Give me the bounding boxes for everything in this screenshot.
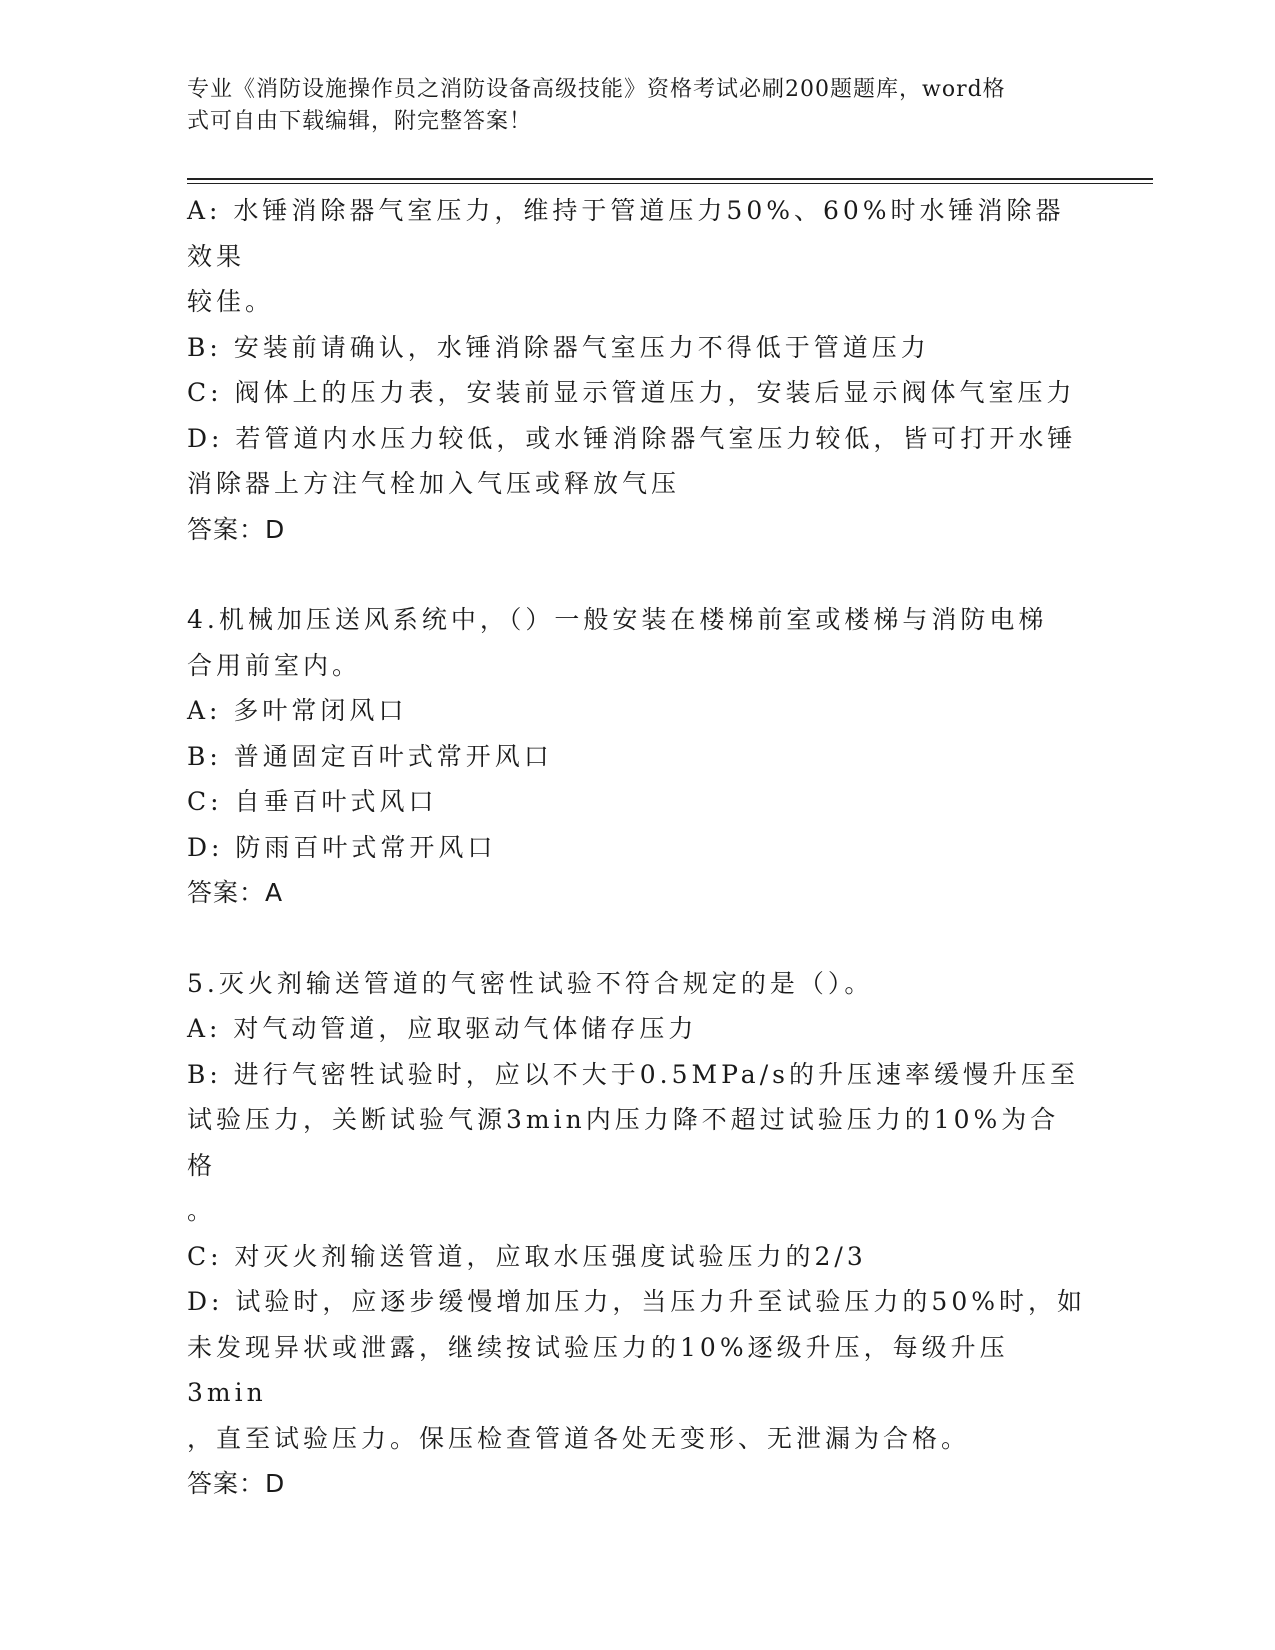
q5-option-b-line-3: 。 [187,1196,217,1225]
q4-option-a: A: 多叶常闭风口 [187,696,408,725]
q5-option-d-line-2: 未发现异状或泄露，继续按试验压力的10%逐级升压，每级升压3min [187,1332,1009,1407]
q4-stem-line-2: 合用前室内。 [187,650,362,680]
document-body [187,188,1087,1507]
header-divider-thick [187,178,1153,180]
question-3 [187,188,1087,552]
q5-option-d-line-3: ，直至试验压力。保压检查管道各处无变形、无泄漏为合格。 [187,1423,971,1453]
q4-option-c: C: 自垂百叶式风口 [187,787,438,816]
header-line-2: 式可自由下载编辑，附完整答案！ [187,109,533,134]
q3-option-a-line-1: A: 水锤消除器气室压力，维持于管道压力50%、60%时水锤消除器效果 [187,196,1065,271]
q5-option-b-line-2: 试验压力，关断试验气源3min内压力降不超过试验压力的10%为合格 [187,1105,1060,1180]
q5-stem: 5.灭火剂输送管道的气密性试验不符合规定的是（）。 [187,968,874,998]
q5-option-c: C: 对灭火剂输送管道，应取水压强度试验压力的2/3 [187,1241,867,1271]
header-divider-thin [187,183,1153,184]
document-header [187,74,1067,138]
q3-option-c: C: 阀体上的压力表，安装前显示管道压力，安装后显示阀体气室压力 [187,378,1076,407]
spacer [187,916,1087,961]
q4-stem-line-1: 4.机械加压送风系统中，（）一般安装在楼梯前室或楼梯与消防电梯 [187,605,1048,634]
q5-answer: 答案：D [187,1469,286,1498]
question-4 [187,597,1087,916]
q3-option-d-line-1: D: 若管道内水压力较低，或水锤消除器气室压力较低，皆可打开水锤 [187,423,1077,453]
q5-option-d-line-1: D: 试验时，应逐步缓慢增加压力，当压力升至试验压力的50%时，如 [187,1287,1086,1316]
q5-option-b-line-1: B: 进行气密牲试验时，应以不大于0.5MPa/s的升压速率缓慢升压至 [187,1059,1079,1089]
q4-answer: 答案：A [187,878,284,907]
q4-option-b: B: 普通固定百叶式常开风口 [187,741,553,771]
question-5 [187,961,1087,1507]
q3-option-b: B: 安装前请确认，水锤消除器气室压力不得低于管道压力 [187,332,930,362]
q3-option-a-line-2: 较佳。 [187,287,275,316]
q3-option-d-line-2: 消除器上方注气栓加入气压或释放气压 [187,469,681,498]
header-line-1: 专业《消防设施操作员之消防设备高级技能》资格考试必刷200题题库，word格 [187,77,1006,102]
spacer [187,552,1087,597]
q5-option-a: A: 对气动管道，应取驱动气体储存压力 [187,1014,698,1043]
q4-option-d: D: 防雨百叶式常开风口 [187,832,497,862]
q3-answer: 答案：D [187,514,286,544]
